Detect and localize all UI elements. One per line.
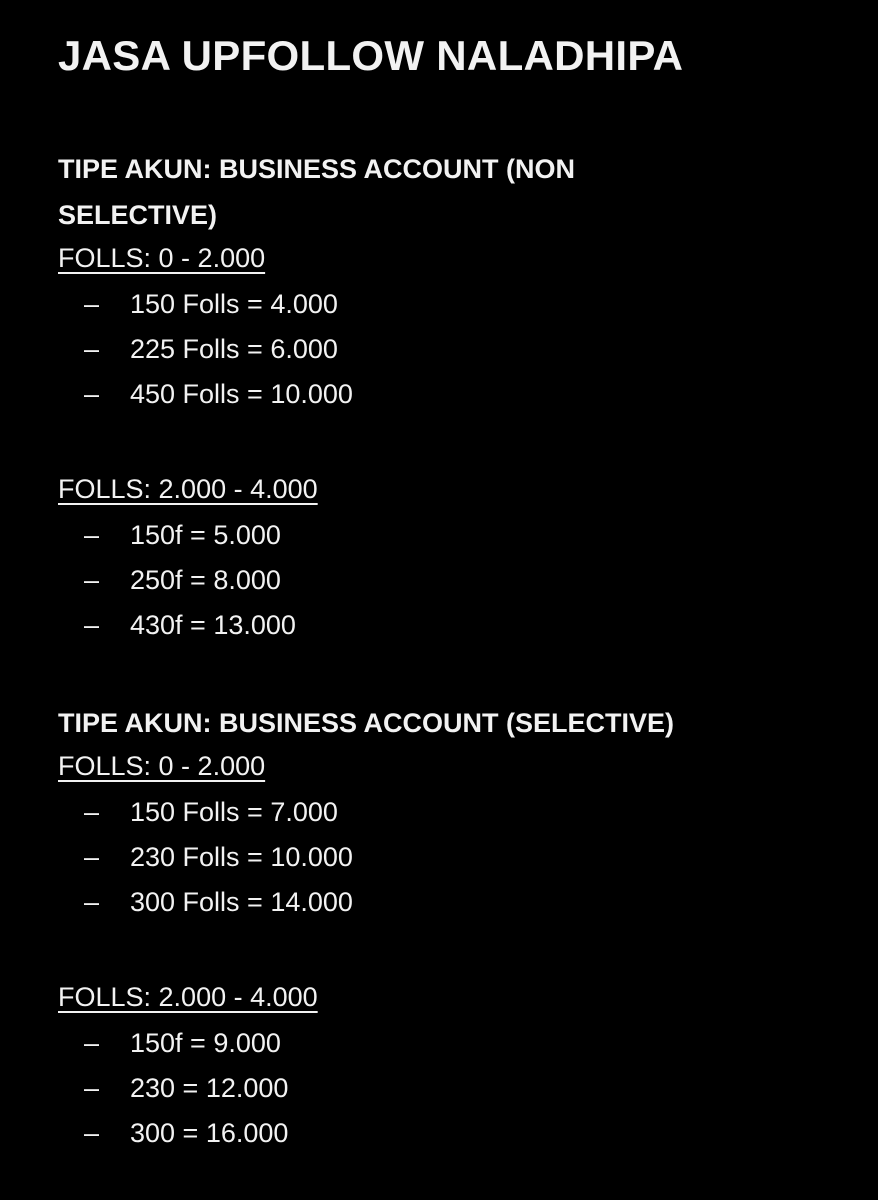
price-list-items	[58, 513, 858, 648]
price-entry: 230 Folls = 10.000	[130, 842, 353, 872]
price-list-items	[58, 790, 858, 925]
dash-bullet: –	[84, 842, 100, 872]
price-entry: 150f = 9.000	[130, 1028, 281, 1058]
list-item	[58, 1066, 858, 1111]
list-item	[58, 1021, 858, 1066]
account-type-heading: TIPE AKUN: BUSINESS ACCOUNT (NON SELECTIVE)	[58, 154, 576, 230]
price-entry: 300 Folls = 14.000	[130, 887, 353, 917]
price-entry: 450 Folls = 10.000	[130, 379, 353, 409]
dash-bullet: –	[84, 334, 100, 364]
price-entry: 430f = 13.000	[130, 610, 296, 640]
follower-range-label: FOLLS: 0 - 2.000	[58, 243, 266, 273]
price-entry: 150 Folls = 7.000	[130, 797, 338, 827]
follower-range-label: FOLLS: 0 - 2.000	[58, 751, 266, 781]
follower-range-label: FOLLS: 2.000 - 4.000	[58, 474, 318, 504]
account-type-heading: TIPE AKUN: BUSINESS ACCOUNT (SELECTIVE)	[58, 708, 675, 738]
price-group	[58, 238, 858, 417]
dash-bullet: –	[84, 797, 100, 827]
price-list	[58, 28, 858, 1156]
list-item	[58, 282, 858, 327]
list-item	[58, 835, 858, 880]
dash-bullet: –	[84, 565, 100, 595]
dash-bullet: –	[84, 887, 100, 917]
list-item	[58, 1111, 858, 1156]
price-list-items	[58, 1021, 858, 1156]
dash-bullet: –	[84, 1118, 100, 1148]
price-entry: 250f = 8.000	[130, 565, 281, 595]
section-non-selective	[58, 146, 858, 648]
dash-bullet: –	[84, 379, 100, 409]
page-title: JASA UPFOLLOW NALADHIPA	[58, 32, 684, 79]
list-item	[58, 513, 858, 558]
list-item	[58, 880, 858, 925]
list-item	[58, 327, 858, 372]
follower-range-label: FOLLS: 2.000 - 4.000	[58, 982, 318, 1012]
price-group	[58, 469, 858, 648]
list-item	[58, 790, 858, 835]
price-list-items	[58, 282, 858, 417]
list-item	[58, 603, 858, 648]
price-entry: 150f = 5.000	[130, 520, 281, 550]
price-entry: 230 = 12.000	[130, 1073, 289, 1103]
dash-bullet: –	[84, 1028, 100, 1058]
price-entry: 300 = 16.000	[130, 1118, 289, 1148]
price-group	[58, 977, 858, 1156]
list-item	[58, 558, 858, 603]
list-item	[58, 372, 858, 417]
price-entry: 225 Folls = 6.000	[130, 334, 338, 364]
dash-bullet: –	[84, 1073, 100, 1103]
dash-bullet: –	[84, 610, 100, 640]
price-group	[58, 746, 858, 925]
price-entry: 150 Folls = 4.000	[130, 289, 338, 319]
section-selective	[58, 700, 858, 1156]
dash-bullet: –	[84, 289, 100, 319]
dash-bullet: –	[84, 520, 100, 550]
